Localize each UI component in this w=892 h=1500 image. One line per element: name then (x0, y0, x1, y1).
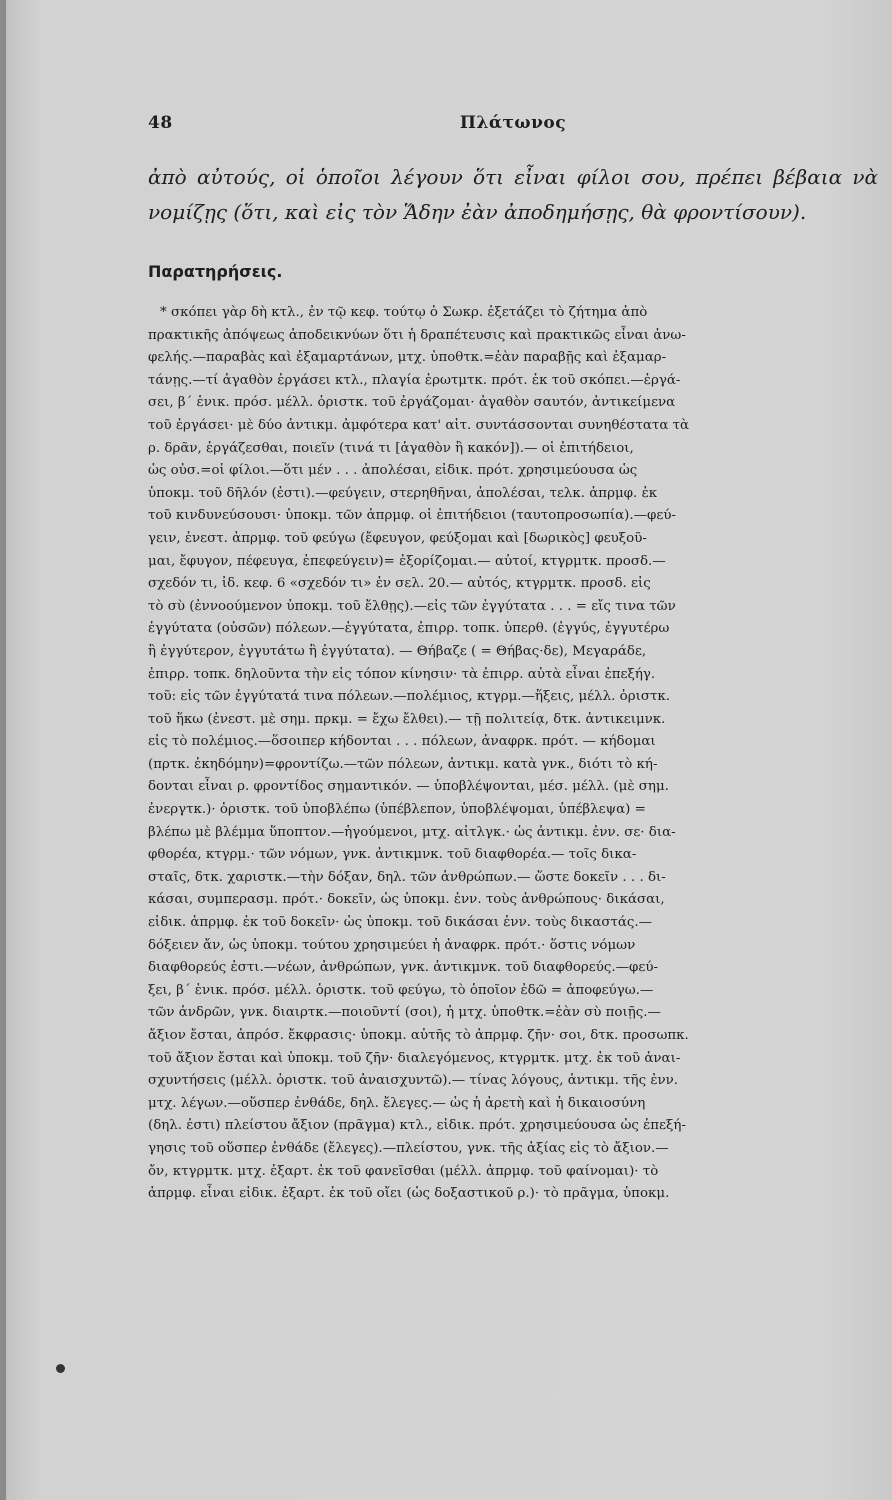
commentary-line: δόξειεν ἄν, ὡς ὑποκμ. τούτου χρησιμεύει ἡ ἀναφρκ. πρότ.· ὅστις νόμων (148, 937, 636, 953)
section-heading: Παρατηρήσεις. (148, 262, 283, 281)
translation-paragraph: ἀπὸ αὐτούς, οἱ ὁποῖοι λέγουν ὅτι εἶναι φίλοι σου, πρέπει βέβαια νὰ νομίζῃς (ὅτι, καὶ εἰς τὸν Ἅδην ἐὰν ἀποδημήσῃς, θὰ φροντίσουν). (148, 165, 878, 224)
commentary-line: γησις τοῦ οὕσπερ ἐνθάδε (ἔλεγες).—πλείστου, γνκ. τῆς ἀξίας εἰς τὸ ἄξιον.— (148, 1140, 669, 1156)
commentary-line: τοῦ ἄξιον ἔσται καὶ ὑποκμ. τοῦ ζῆν· διαλεγόμενος, κτγρμτκ. μτχ. ἐκ τοῦ ἀναι- (148, 1050, 681, 1066)
commentary-line: εἰδικ. ἀπρμφ. ἐκ τοῦ δοκεῖν· ὡς ὑποκμ. τοῦ δικάσαι ἐνν. τοὺς δικαστάς.— (148, 915, 653, 931)
commentary-line: φελής.—παραβὰς καὶ ἐξαμαρτάνων, μτχ. ὑποθτκ.=ἐὰν παραβῇς καὶ ἐξαμαρ- (148, 350, 667, 366)
commentary-line: γειν, ἐνεστ. ἀπρμφ. τοῦ φεύγω (ἔφευγον, φεύξομαι καὶ [δωρικὸς] φευξοῦ- (148, 530, 647, 546)
commentary-line: σει, β΄ ἑνικ. πρόσ. μέλλ. ὁριστκ. τοῦ ἐργάζομαι· ἀγαθὸν σαυτόν, ἀντικείμενα (148, 395, 676, 411)
commentary-line: σχεδόν τι, ἰδ. κεφ. 6 «σχεδόν τι» ἐν σελ. 20.— αὐτός, κτγρμτκ. προσδ. εἰς (148, 576, 651, 592)
commentary-line: φθορέα, κτγρμ.· τῶν νόμων, γνκ. ἀντικμνκ. τοῦ διαφθορέα.— τοῖς δικα- (148, 847, 637, 863)
commentary-line: βλέπω μὲ βλέμμα ὕποπτον.—ἡγούμενοι, μτχ. αἰτλγκ.· ὡς ἀντικμ. ἐνν. σε· δια- (148, 824, 676, 840)
commentary-line: εἰς τὸ πολέμιος.—ὅσοιπερ κήδονται . . . πόλεων, ἀναφρκ. πρότ. — κήδομαι (148, 734, 656, 750)
commentary-line: (δηλ. ἐστι) πλείστου ἄξιον (πρᾶγμα) κτλ., εἰδικ. πρότ. χρησιμεύουσα ὡς ἐπεξή- (148, 1118, 686, 1134)
commentary-line: τάνῃς.—τί ἀγαθὸν ἐργάσει κτλ., πλαγία ἐρωτμτκ. πρότ. ἐκ τοῦ σκόπει.—ἐργά- (148, 372, 681, 388)
commentary-line: διαφθορεύς ἐστι.—νέων, ἀνθρώπων, γνκ. ἀντικμνκ. τοῦ διαφθορεύς.—φεύ- (148, 960, 659, 976)
page-number: 48 (148, 113, 173, 133)
ink-dot-mark (56, 1364, 65, 1373)
commentary-line: τοῦ: εἰς τῶν ἐγγύτατά τινα πόλεων.—πολέμιος, κτγρμ.—ἥξεις, μέλλ. ὁριστκ. (148, 689, 671, 705)
commentary-line: σχυντήσεις (μέλλ. ὁριστκ. τοῦ ἀναισχυντῶ).— τίνας λόγους, ἀντικμ. τῆς ἐνν. (148, 1073, 679, 1089)
commentary-line: ἐγγύτατα (οὐσῶν) πόλεων.—ἐγγύτατα, ἐπιρρ. τοπκ. ὑπερθ. (ἐγγύς, ἐγγυτέρω (148, 621, 670, 637)
commentary-line: μαι, ἔφυγον, πέφευγα, ἐπεφεύγειν)= ἐξορίζομαι.— αὐτοί, κτγρμτκ. προσδ.— (148, 553, 666, 569)
commentary-line: τῶν ἀνδρῶν, γνκ. διαιρτκ.—ποιοῦντί (σοι), ἡ μτχ. ὑποθτκ.=ἐὰν σὺ ποιῇς.— (148, 1005, 661, 1021)
commentary-line: ἐπιρρ. τοπκ. δηλοῦντα τὴν εἰς τόπον κίνησιν· τὰ ἐπιρρ. αὐτὰ εἶναι ἐπεξήγ. (148, 666, 656, 682)
commentary-line: (πρτκ. ἐκηδόμην)=φροντίζω.—τῶν πόλεων, ἀντικμ. κατὰ γνκ., διότι τὸ κή- (148, 756, 658, 772)
commentary-line: δονται εἶναι ρ. φροντίδος σημαντικόν. — ὑποβλέψονται, μέσ. μέλλ. (μὲ σημ. (148, 779, 669, 795)
running-title: Πλάτωνος (459, 113, 567, 133)
page-header (148, 113, 878, 137)
commentary-line: ἐνεργτκ.)· ὁριστκ. τοῦ ὑποβλέπω (ὑπέβλεπον, ὑποβλέψομαι, ὑπέβλεψα) = (148, 802, 646, 818)
commentary-line: ὄν, κτγρμτκ. μτχ. ἐξαρτ. ἐκ τοῦ φανεῖσθαι (μέλλ. ἀπρμφ. τοῦ φαίνομαι)· τὸ (148, 1163, 659, 1179)
commentary-line: τοῦ ἥκω (ἐνεστ. μὲ σημ. πρκμ. = ἔχω ἔλθει).— τῇ πολιτείᾳ, δτκ. ἀντικειμνκ. (148, 711, 666, 727)
book-spine-shadow (0, 0, 6, 1500)
commentary-line: * σκόπει γὰρ δὴ κτλ., ἐν τῷ κεφ. τούτῳ ὁ Σωκρ. ἐξετάζει τὸ ζήτημα ἀπὸ (160, 305, 648, 320)
commentary-line: ὡς οὐσ.=οἱ φίλοι.—ὅτι μέν . . . ἀπολέσαι, εἰδικ. πρότ. χρησιμεύουσα ὡς (148, 463, 638, 479)
commentary-line: ἄξιον ἔσται, ἀπρόσ. ἔκφρασις· ὑποκμ. αὐτῆς τὸ ἀπρμφ. ζῆν· σοι, δτκ. προσωπκ. (148, 1028, 689, 1043)
commentary-line: ρ. δρᾶν, ἐργάζεσθαι, ποιεῖν (τινά τι [ἀγαθὸν ἢ κακόν]).— οἱ ἐπιτήδειοι, (148, 440, 634, 456)
commentary-line: ἀπρμφ. εἶναι εἰδικ. ἐξαρτ. ἐκ τοῦ οἴει (ὡς δοξαστικοῦ ρ.)· τὸ πρᾶγμα, ὑποκμ. (148, 1186, 670, 1202)
commentary-line: τοῦ κινδυνεύσουσι· ὑποκμ. τῶν ἀπρμφ. οἱ ἐπιτήδειοι (ταυτοπροσωπία).—φεύ- (148, 508, 676, 524)
commentary-line: μτχ. λέγων.—οὕσπερ ἐνθάδε, δηλ. ἔλεγες.— ὡς ἡ ἀρετὴ καὶ ἡ δικαιοσύνη (148, 1095, 646, 1111)
commentary-line: κάσαι, συμπερασμ. πρότ.· δοκεῖν, ὡς ὑποκμ. ἐνν. τοὺς ἀνθρώπους· δικάσαι, (148, 892, 665, 908)
commentary-line: σταῖς, δτκ. χαριστκ.—τὴν δόξαν, δηλ. τῶν ἀνθρώπων.— ὥστε δοκεῖν . . . δι- (148, 869, 666, 885)
commentary-line: τοῦ ἐργάσει· μὲ δύο ἀντικμ. ἀμφότερα κατ' αἰτ. συντάσσονται συνηθέστατα τὰ (148, 417, 690, 433)
commentary-line: τὸ σὺ (ἐννοούμενον ὑποκμ. τοῦ ἔλθῃς).—εἰς τῶν ἐγγύτατα . . . = εἴς τινα τῶν (148, 598, 676, 614)
commentary-notes (148, 302, 880, 1206)
commentary-line: ἢ ἐγγύτερον, ἐγγυτάτω ἢ ἐγγύτατα). — Θήβαζε ( = Θήβας·δε), Μεγαράδε, (148, 643, 647, 659)
commentary-line: ξει, β΄ ἑνικ. πρόσ. μέλλ. ὁριστκ. τοῦ φεύγω, τὸ ὁποῖον ἐδῶ = ἀποφεύγω.— (148, 982, 654, 998)
commentary-line: πρακτικῆς ἀπόψεως ἀποδεικνύων ὅτι ἡ δραπέτευσις καὶ πρακτικῶς εἶναι ἀνω- (148, 327, 686, 343)
commentary-line: ὑποκμ. τοῦ δῆλόν (ἐστι).—φεύγειν, στερηθῆναι, ἀπολέσαι, τελκ. ἀπρμφ. ἐκ (148, 485, 658, 501)
